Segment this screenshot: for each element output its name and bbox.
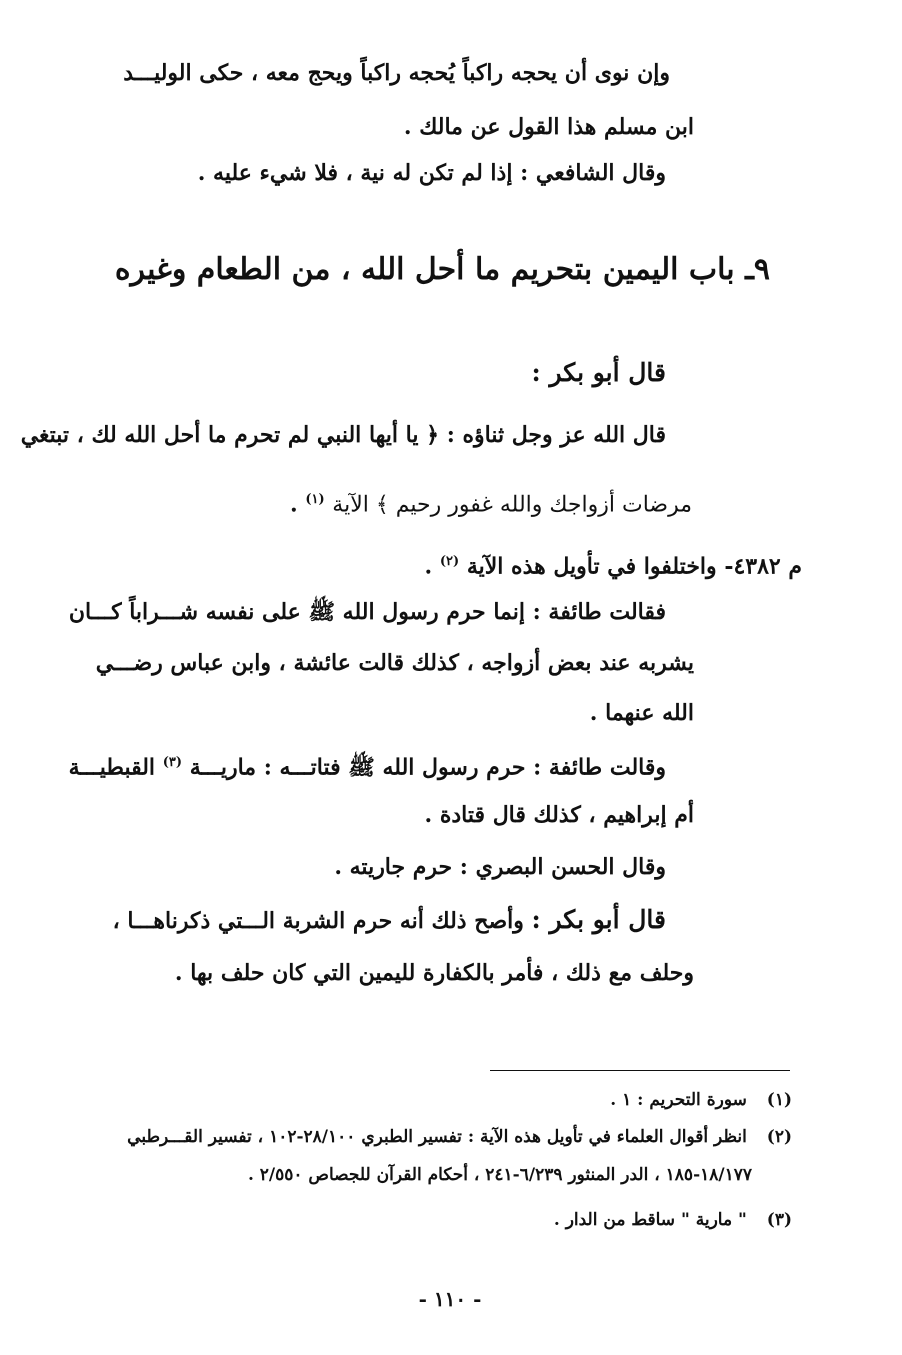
top-paragraph-line-2: ابن مسلم هذا القول عن مالك . xyxy=(403,114,694,140)
conclusion-line-2: وحلف مع ذلك ، فأمر بالكفارة لليمين التي كان حلف بها . xyxy=(174,960,694,986)
masala-text: م ٤٣٨٢- واختلفوا في تأويل هذه الآية xyxy=(466,553,802,580)
quran-intro-line: قال الله عز وجل ثناؤه : ﴿ يا أيها النبي لم تحرم ما أحل الله لك ، تبتغي xyxy=(20,422,666,448)
footnote-3 xyxy=(554,1208,792,1232)
para1-line-2: يشربه عند بعض أزواجه ، كذلك قالت عائشة ، وابن عباس رضـــي xyxy=(95,650,694,676)
conclusion-line-1 xyxy=(113,905,666,936)
conclusion-label: قال أبو بكر : xyxy=(531,905,666,934)
footnote-1-text: سورة التحريم : ١ . xyxy=(610,1090,747,1110)
chapter-heading: ٩ـ باب اليمين بتحريم ما أحل الله ، من الطعام وغيره xyxy=(114,252,770,287)
para2-line-1 xyxy=(69,748,666,782)
para2-line-2: أم إبراهيم ، كذلك قال قتادة . xyxy=(424,802,694,828)
footnote-3-text: " مارية " ساقط من الدار . xyxy=(553,1210,747,1230)
para2-line-1-text: وقالت طائفة : حرم رسول الله ﷺ فتاتـــه : ماريـــة xyxy=(189,754,666,781)
para1-line-1: فقالت طائفة : إنما حرم رسول الله ﷺ على نفسه شـــراباً كـــان xyxy=(68,599,666,625)
footnote-2-number: (٢) xyxy=(766,1127,792,1147)
page-number: - ١١٠ - xyxy=(418,1287,482,1311)
footnote-separator xyxy=(490,1070,790,1071)
footnote-1-number: (١) xyxy=(766,1090,792,1110)
footnote-ref-1[interactable]: (١) xyxy=(305,492,325,507)
footnote-ref-3[interactable]: (٣) xyxy=(162,755,183,770)
para1-line-3: الله عنهما . xyxy=(589,700,694,726)
footnote-2 xyxy=(127,1125,792,1149)
quran-verse-end: . xyxy=(289,491,298,518)
footnote-2-text-line-1: انظر أقوال العلماء في تأويل هذه الآية : تفسير الطبري ٢٨/١٠٠-١٠٢ ، تفسير القـــرطبي xyxy=(127,1127,747,1147)
para3-line: وقال الحسن البصري : حرم جاريته . xyxy=(334,854,666,880)
top-paragraph-line-3: وقال الشافعي : إذا لم تكن له نية ، فلا شيء عليه . xyxy=(197,160,666,186)
quran-verse-line xyxy=(290,485,692,520)
conclusion-text: وأصح ذلك أنه حرم الشربة الـــتي ذكرناهـــا ، xyxy=(112,908,524,934)
footnote-3-number: (٣) xyxy=(766,1210,792,1230)
abu-bakr-label: قال أبو بكر : xyxy=(531,358,666,387)
footnote-ref-2[interactable]: (٢) xyxy=(439,554,460,569)
masala-end: . xyxy=(424,553,433,580)
footnote-2-line-2: ١٨/١٧٧-١٨٥ ، الدر المنثور ٦/٢٣٩-٢٤١ ، أحكام القرآن للجصاص ٢/٥٥٠ . xyxy=(247,1165,752,1185)
masala-line xyxy=(425,547,803,581)
quran-verse-text: مرضات أزواجك والله غفور رحيم ﴾ الآية xyxy=(332,492,692,518)
footnote-1 xyxy=(610,1088,792,1112)
top-paragraph-line-1: وإن نوى أن يحجه راكباً يُحجه راكباً ويحج معه ، حكى الوليـــد xyxy=(123,60,670,86)
para2-line-1-end: القبطيـــة xyxy=(68,754,156,781)
